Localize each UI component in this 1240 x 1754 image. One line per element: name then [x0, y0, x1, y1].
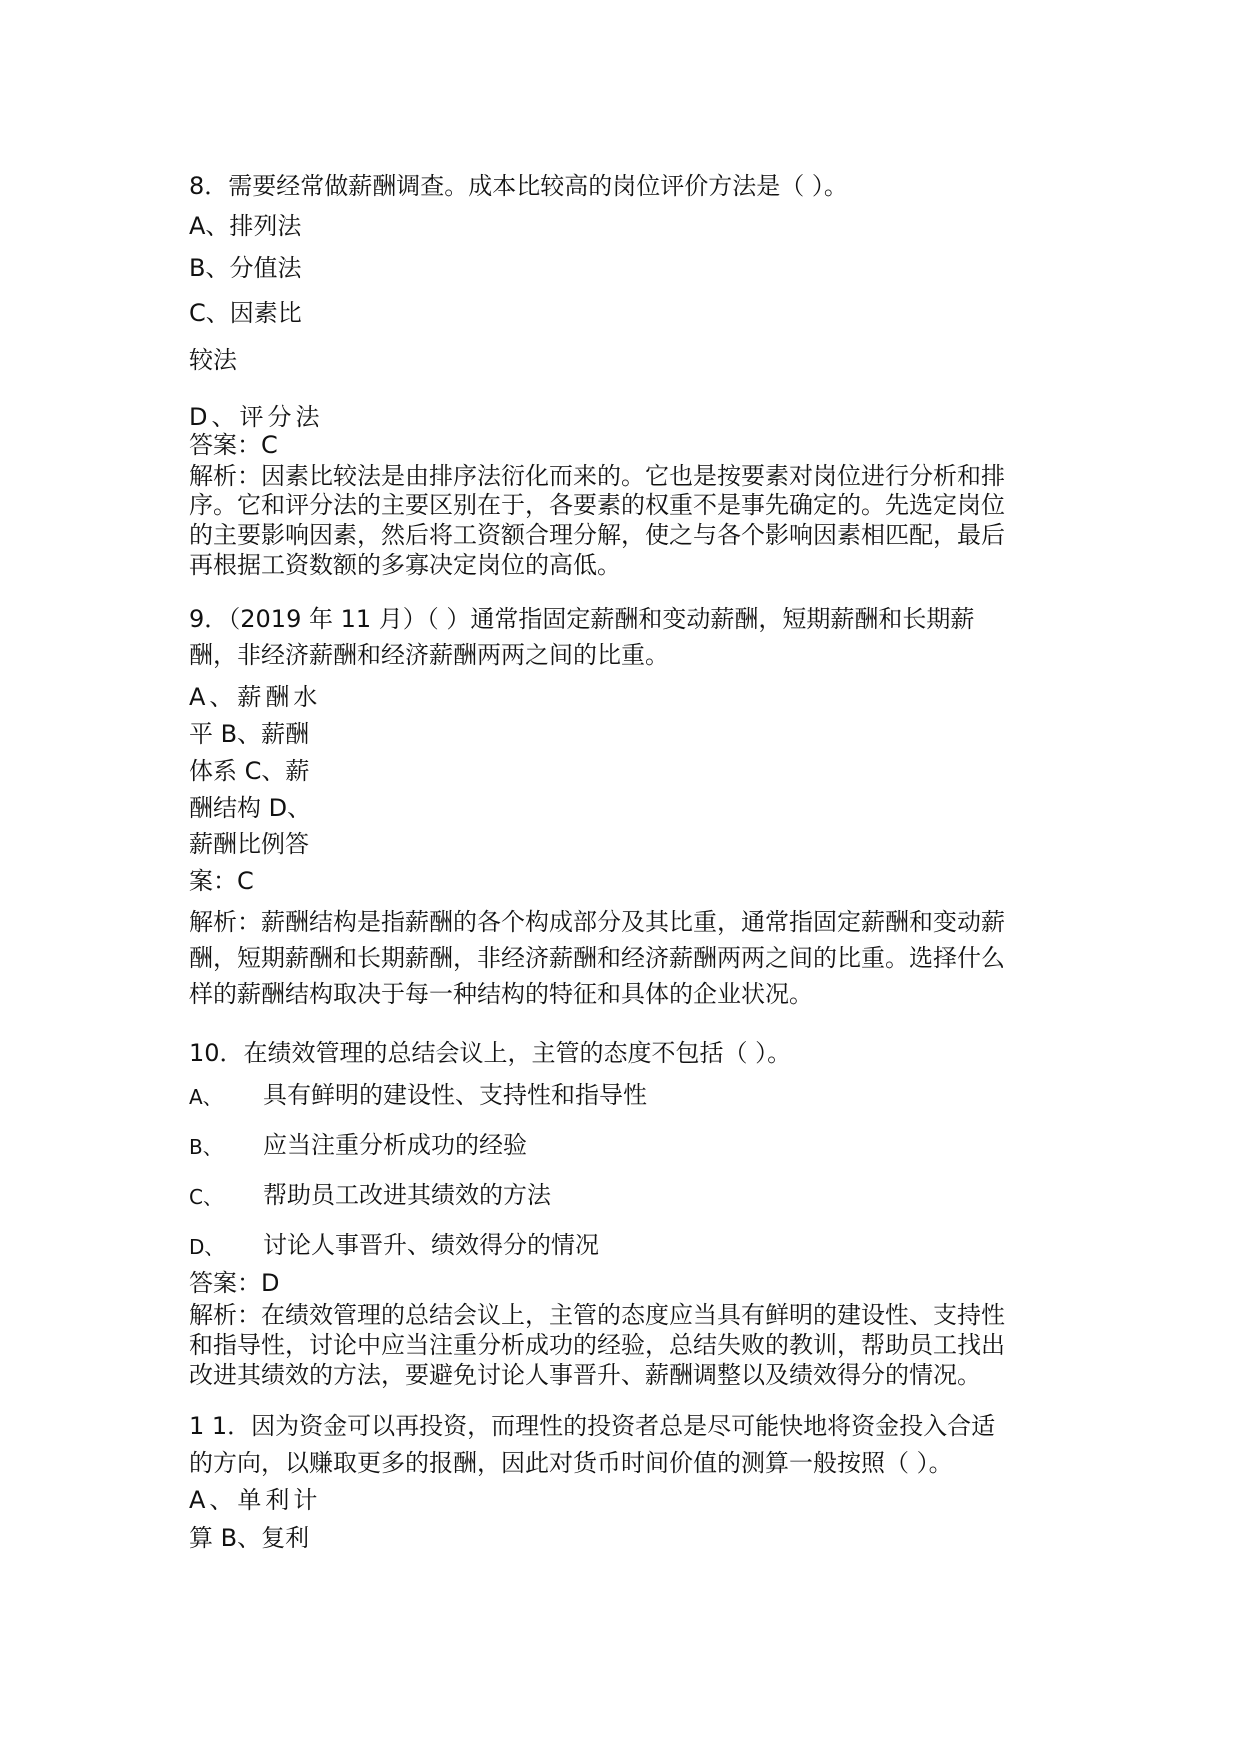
option-c-continued: 较法 — [189, 346, 237, 374]
question-stem-continued: 酬，非经济薪酬和经济薪酬两两之间的比重。 — [189, 641, 669, 669]
question-stem: 8．需要经常做薪酬调查。成本比较高的岗位评价方法是（ ）。 — [189, 172, 848, 200]
explanation-line: 序。它和评分法的主要区别在于，各要素的权重不是事先确定的。先选定岗位 — [189, 491, 1005, 519]
explanation-line: 样的薪酬结构取决于每一种结构的特征和具体的企业状况。 — [189, 980, 813, 1008]
options-line: A、单利计 — [189, 1486, 322, 1514]
option-text: 讨论人事晋升、绩效得分的情况 — [263, 1231, 599, 1259]
explanation-line: 解析：因素比较法是由排序法衍化而来的。它也是按要素对岗位进行分析和排 — [189, 462, 1005, 490]
explanation-line: 和指导性，讨论中应当注重分析成功的经验，总结失败的教训，帮助员工找出 — [189, 1331, 1005, 1359]
explanation-line: 改进其绩效的方法，要避免讨论人事晋升、薪酬调整以及绩效得分的情况。 — [189, 1361, 981, 1389]
options-line: 薪酬比例答 — [189, 830, 309, 858]
option-key: B、 — [189, 1135, 223, 1159]
question-stem: 1 1．因为资金可以再投资，而理性的投资者总是尽可能快地将资金投入合适 — [189, 1412, 996, 1440]
explanation-line: 解析：薪酬结构是指薪酬的各个构成部分及其比重，通常指固定薪酬和变动薪 — [189, 908, 1005, 936]
question-stem: 9．（2019 年 11 月）（ ）通常指固定薪酬和变动薪酬，短期薪酬和长期薪 — [189, 605, 975, 633]
option-key: C、 — [189, 1185, 223, 1209]
option-a: A、排列法 — [189, 212, 302, 240]
option-text: 帮助员工改进其绩效的方法 — [263, 1181, 551, 1209]
options-line: 算 B、复利 — [189, 1524, 310, 1552]
options-line: 体系 C、薪 — [189, 757, 310, 785]
option-text: 应当注重分析成功的经验 — [263, 1131, 527, 1159]
explanation-line: 酬，短期薪酬和长期薪酬，非经济薪酬和经济薪酬两两之间的比重。选择什么 — [189, 944, 1005, 972]
options-line: 平 B、薪酬 — [189, 720, 310, 748]
answer: 答案：D — [189, 1269, 280, 1297]
option-b: B、分值法 — [189, 254, 302, 282]
option-text: 具有鲜明的建设性、支持性和指导性 — [263, 1081, 647, 1109]
option-key: D、 — [189, 1235, 225, 1259]
explanation-line: 的主要影响因素，然后将工资额合理分解，使之与各个影响因素相匹配，最后 — [189, 521, 1005, 549]
answer: 案：C — [189, 867, 254, 895]
question-stem: 10．在绩效管理的总结会议上，主管的态度不包括（ ）。 — [189, 1039, 792, 1067]
option-d: D、评分法 — [189, 403, 324, 431]
options-line: 酬结构 D、 — [189, 794, 312, 822]
option-key: A、 — [189, 1085, 223, 1109]
explanation-line: 再根据工资数额的多寡决定岗位的高低。 — [189, 551, 621, 579]
question-stem-continued: 的方向，以赚取更多的报酬，因此对货币时间价值的测算一般按照（ ）。 — [189, 1449, 953, 1477]
option-c: C、因素比 — [189, 299, 302, 327]
explanation-line: 解析：在绩效管理的总结会议上，主管的态度应当具有鲜明的建设性、支持性 — [189, 1301, 1005, 1329]
options-line: A、薪酬水 — [189, 683, 322, 711]
answer: 答案：C — [189, 431, 278, 459]
